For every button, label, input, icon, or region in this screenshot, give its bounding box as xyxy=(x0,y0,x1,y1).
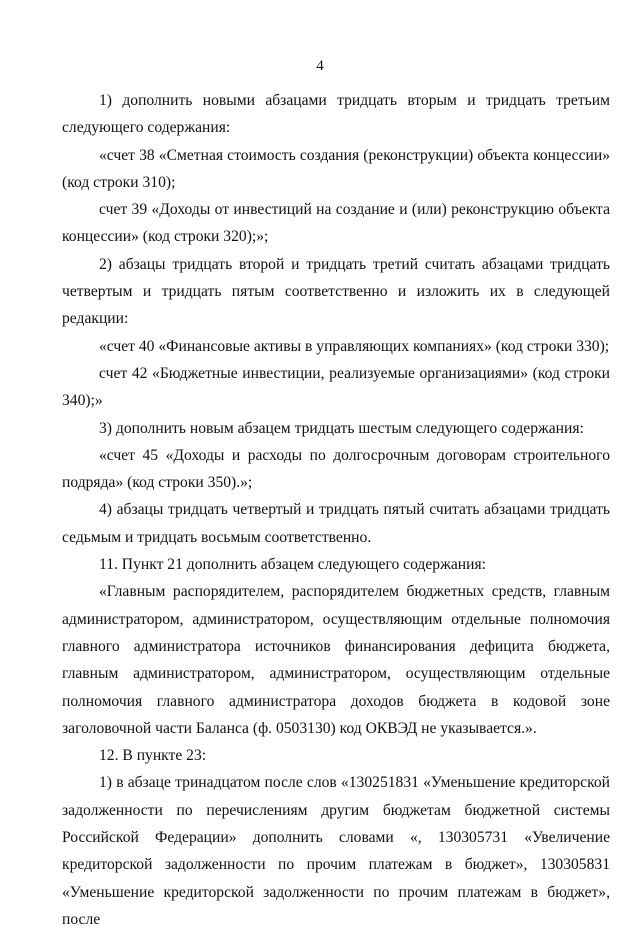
paragraph-clause-11: 11. Пункт 21 дополнить абзацем следующего содержания: xyxy=(99,556,486,574)
paragraph-account-40: «счет 40 «Финансовые активы в управляющих компаниях» (код строки 330); xyxy=(99,337,610,355)
paragraph-account-38: «счет 38 «Сметная стоимость создания (реконструкции) объекта концессии» (код строки 310); xyxy=(62,146,610,191)
paragraph-clause-12: 12. В пункте 23: xyxy=(99,747,207,765)
paragraph-amendment-2: 2) абзацы тридцать второй и тридцать третий считать абзацами тридцать четвертым и тридцать пятым соответственно и изложить их в следующей редакции: xyxy=(62,255,610,328)
page-number: 4 xyxy=(316,58,324,74)
paragraph-account-45: «счет 45 «Доходы и расходы по долгосрочным договорам строительного подряда» (код строки 350).»; xyxy=(62,446,610,492)
paragraph-amendment-1: 1) дополнить новыми абзацами тридцать вторым и тридцать третьим следующего содержания: xyxy=(62,92,610,137)
paragraph-account-42: счет 42 «Бюджетные инвестиции, реализуемые организациями» (код строки 340);» xyxy=(62,364,610,410)
paragraph-account-39: счет 39 «Доходы от инвестиций на создание и (или) реконструкцию объекта концессии» (код строки 320);»; xyxy=(62,201,610,246)
paragraph-amendment-3: 3) дополнить новым абзацем тридцать шестым следующего содержания: xyxy=(99,419,584,437)
document-body xyxy=(62,87,610,933)
paragraph-okved-note: «Главным распорядителем, распорядителем бюджетных средств, главным администратором, администратором, осуществляющим отдельные полномочия главного администратора источников финансирования дефицита бюджета, главным администратором, администратором, осуществляющим отдельные полномочия главного администратора доходов бюджета в кодовой зоне заголовочной части Баланса (ф. 0503130) код ОКВЭД не указывается.». xyxy=(62,583,610,737)
paragraph-amendment-4: 4) абзацы тридцать четвертый и тридцать пятый считать абзацами тридцать седьмым и тридцать восьмым соответственно. xyxy=(62,501,610,546)
paragraph-clause-12-item-1: 1) в абзаце тринадцатом после слов «130251831 «Уменьшение кредиторской задолженности по перечислениям другим бюджетам бюджетной системы Российской Федерации» дополнить словами «, 130305731 «Увеличение кредиторской задолженности по прочим платежам в бюджет», 130305831 «Уменьшение кредиторской задолженности по прочим платежам в бюджет», после xyxy=(62,774,610,928)
